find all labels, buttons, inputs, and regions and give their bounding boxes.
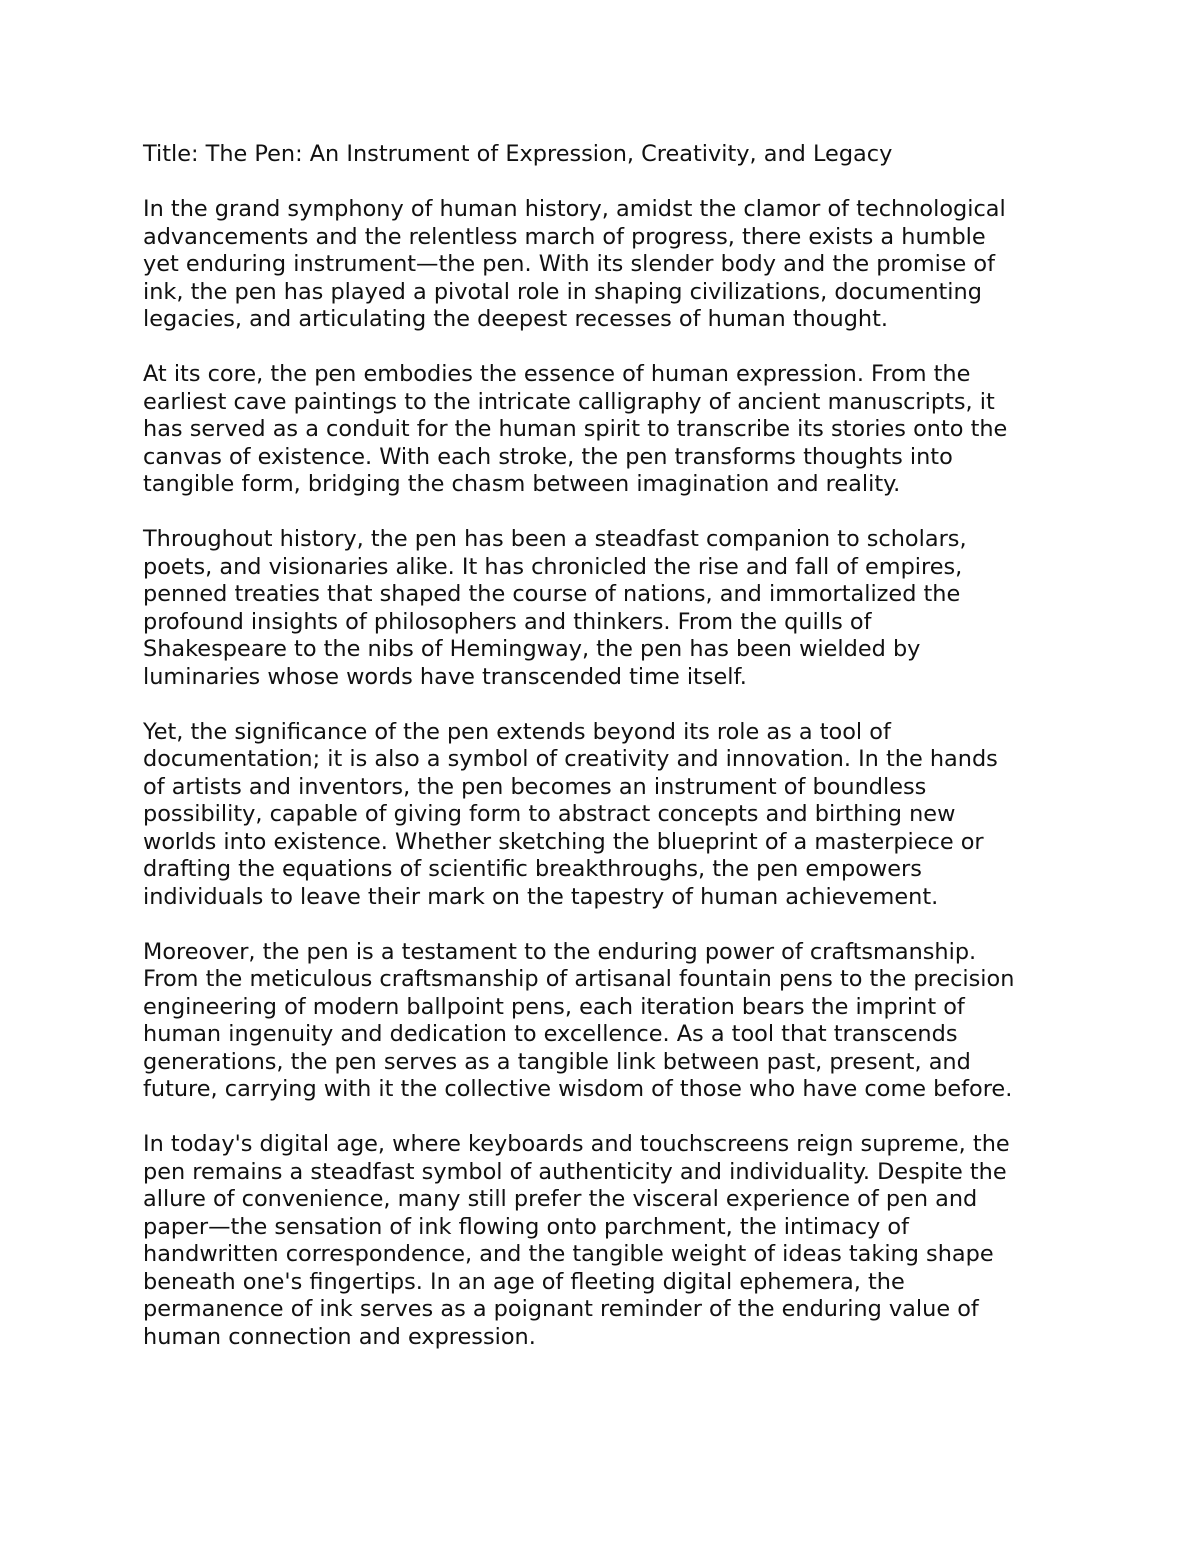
paragraph-3	[143, 526, 1073, 691]
text-line: paper—the sensation of ink flowing onto parchment, the intimacy of	[143, 1213, 909, 1240]
text-line: beneath one's fingertips. In an age of fleeting digital ephemera, the	[143, 1268, 905, 1295]
text-line: From the meticulous craftsmanship of artisanal fountain pens to the precision	[143, 966, 1015, 992]
text-line: generations, the pen serves as a tangible link between past, present, and	[143, 1048, 971, 1075]
text-line: Moreover, the pen is a testament to the enduring power of craftsmanship.	[143, 938, 977, 965]
paragraph-1	[143, 196, 1073, 334]
text-line: drafting the equations of scientific breakthroughs, the pen empowers	[143, 856, 922, 882]
text-line: of artists and inventors, the pen becomes an instrument of boundless	[143, 773, 927, 800]
text-line: human ingenuity and dedication to excellence. As a tool that transcends	[143, 1021, 958, 1047]
text-line: In today's digital age, where keyboards and touchscreens reign supreme, the	[143, 1131, 1010, 1157]
text-line: engineering of modern ballpoint pens, each iteration bears the imprint of	[143, 993, 965, 1020]
text-line: luminaries whose words have transcended time itself.	[143, 663, 747, 690]
text-line: ink, the pen has played a pivotal role in shaping civilizations, documenting	[143, 278, 982, 305]
document-title: Title: The Pen: An Instrument of Expression, Creativity, and Legacy	[143, 141, 893, 167]
text-line: permanence of ink serves as a poignant reminder of the enduring value of	[143, 1296, 979, 1322]
text-line: yet enduring instrument—the pen. With its slender body and the promise of	[143, 251, 996, 277]
text-line: poets, and visionaries alike. It has chronicled the rise and fall of empires,	[143, 553, 963, 580]
text-line: Shakespeare to the nibs of Hemingway, the pen has been wielded by	[143, 636, 921, 662]
text-line: possibility, capable of giving form to abstract concepts and birthing new	[143, 801, 956, 827]
paragraph-5	[143, 939, 1073, 1104]
text-line: canvas of existence. With each stroke, the pen transforms thoughts into	[143, 443, 953, 470]
text-line: documentation; it is also a symbol of creativity and innovation. In the hands	[143, 746, 998, 772]
text-line: advancements and the relentless march of progress, there exists a humble	[143, 223, 986, 250]
text-line: In the grand symphony of human history, amidst the clamor of technological	[143, 196, 1006, 222]
text-line: tangible form, bridging the chasm between imagination and reality.	[143, 471, 901, 497]
text-line: future, carrying with it the collective wisdom of those who have come before.	[143, 1076, 1013, 1102]
paragraph-4	[143, 719, 1073, 912]
text-line: profound insights of philosophers and thinkers. From the quills of	[143, 608, 872, 635]
text-line: Yet, the significance of the pen extends beyond its role as a tool of	[143, 718, 891, 745]
text-line: earliest cave paintings to the intricate calligraphy of ancient manuscripts, it	[143, 388, 995, 415]
text-line: allure of convenience, many still prefer the visceral experience of pen and	[143, 1186, 978, 1212]
paragraph-2	[143, 361, 1073, 499]
paragraph-6	[143, 1131, 1073, 1351]
text-line: Throughout history, the pen has been a steadfast companion to scholars,	[143, 526, 967, 552]
text-line: individuals to leave their mark on the tapestry of human achievement.	[143, 883, 939, 910]
text-line: penned treaties that shaped the course of nations, and immortalized the	[143, 581, 961, 607]
document-body	[143, 141, 1073, 1379]
text-line: worlds into existence. Whether sketching the blueprint of a masterpiece or	[143, 828, 984, 855]
text-line: legacies, and articulating the deepest recesses of human thought.	[143, 306, 888, 332]
text-line: human connection and expression.	[143, 1323, 536, 1350]
text-line: handwritten correspondence, and the tangible weight of ideas taking shape	[143, 1241, 994, 1267]
text-line: has served as a conduit for the human spirit to transcribe its stories onto the	[143, 416, 1008, 442]
text-line: pen remains a steadfast symbol of authenticity and individuality. Despite the	[143, 1158, 1007, 1185]
text-line: At its core, the pen embodies the essence of human expression. From the	[143, 361, 971, 387]
